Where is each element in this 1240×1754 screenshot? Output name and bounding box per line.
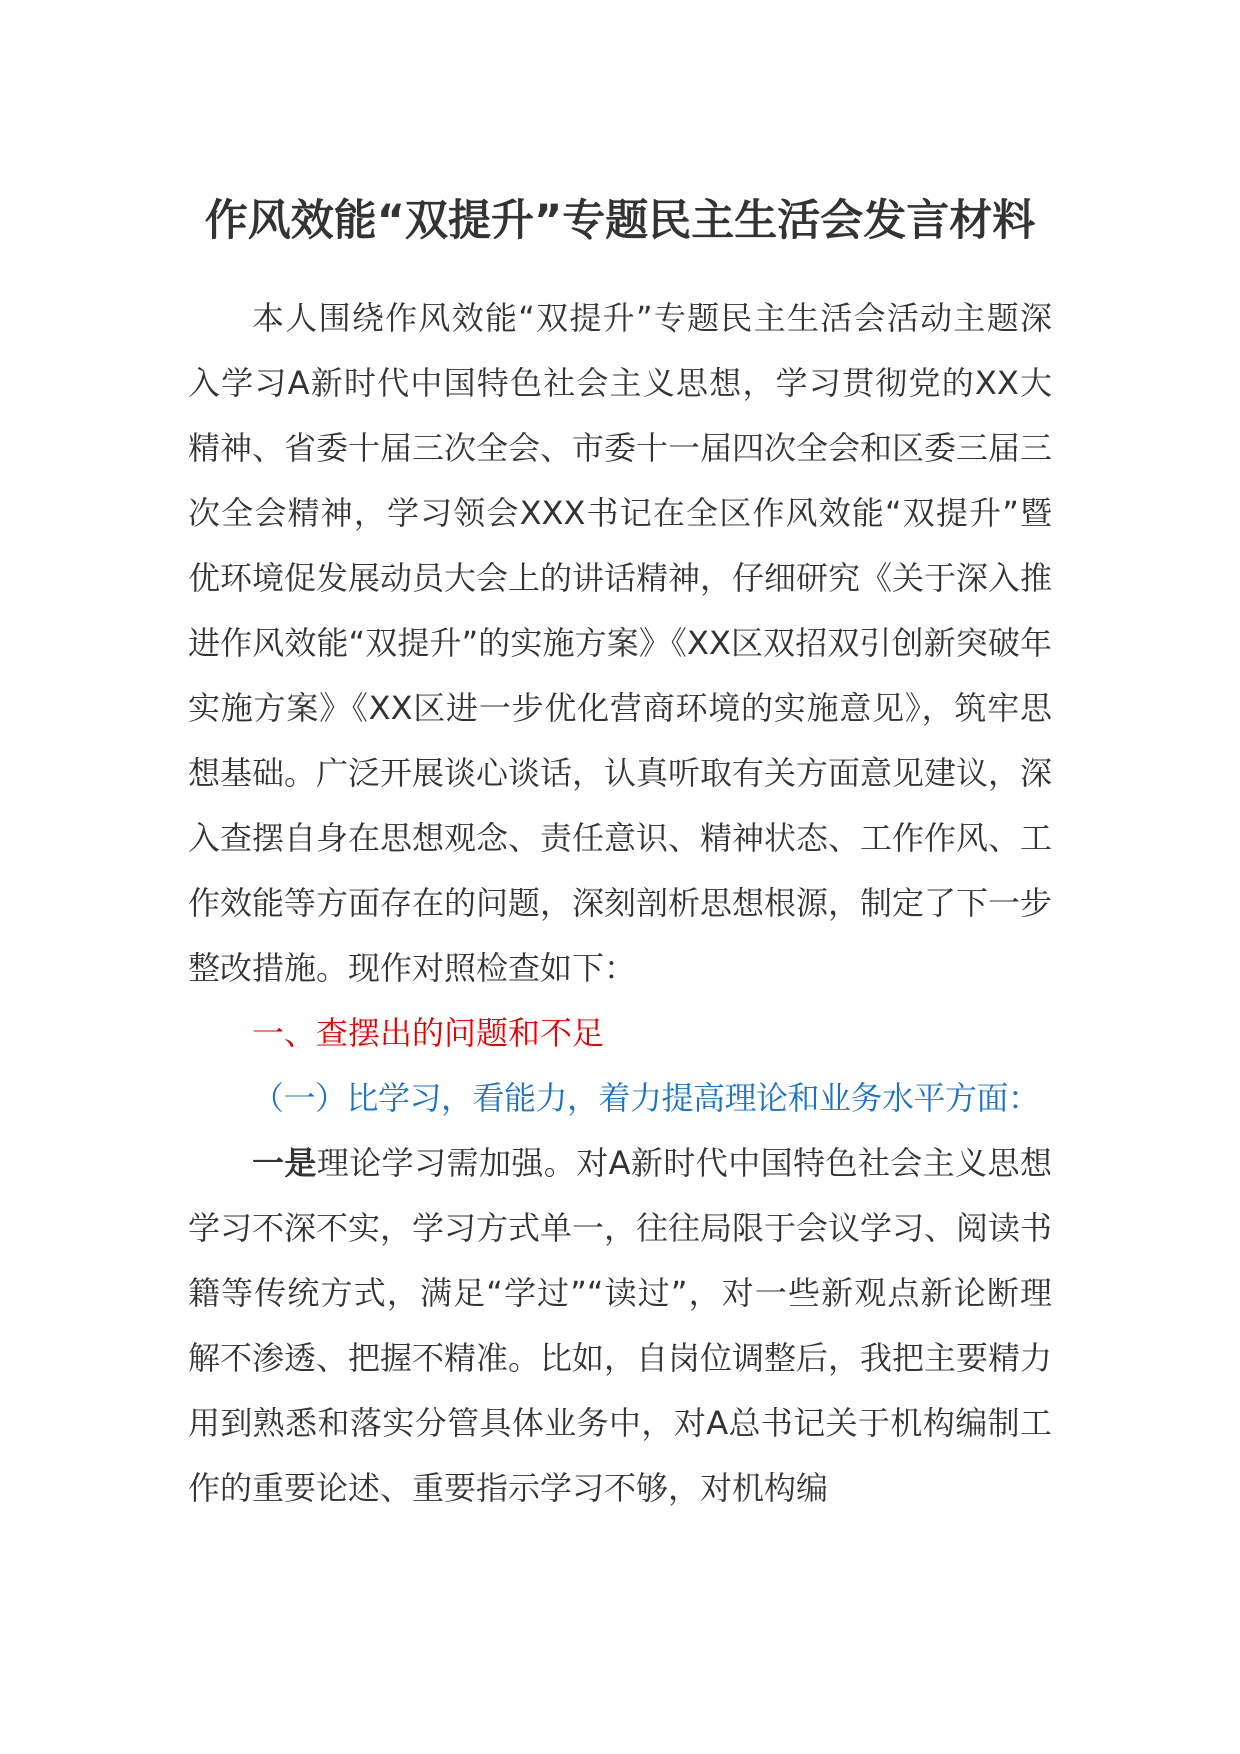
point-body-text: 理论学习需加强。对A新时代中国特色社会主义思想学习不深不实，学习方式单一，往往局限于会议学习、阅读书籍等传统方式，满足“学过”“读过”，对一些新观点新论断理解不渗透、把握不精准。比如，自岗位调整后，我把主要精力用到熟悉和落实分管具体业务中，对A总书记关于机构编制工作的重要论述、重要指示学习不够，对机构编 [188,1144,1053,1507]
point-paragraph-1 [188,1131,1052,1521]
intro-paragraph: 本人围绕作风效能“双提升”专题民主生活会活动主题深入学习A新时代中国特色社会主义思想，学习贯彻党的XX大精神、省委十届三次全会、市委十一届四次全会和区委三届三次全会精神，学习领会XXX书记在全区作风效能“双提升”暨优环境促发展动员大会上的讲话精神，仔细研究《关于深入推进作风效能“双提升”的实施方案》《XX区双招双引创新突破年实施方案》《XX区进一步优化营商环境的实施意见》，筑牢思想基础。广泛开展谈心谈话，认真听取有关方面意见建议，深入查摆自身在思想观念、责任意识、精神状态、工作作风、工作效能等方面存在的问题，深刻剖析思想根源，制定了下一步整改措施。现作对照检查如下： [188,299,1053,987]
point-lead-label: 一是 [252,1144,317,1182]
section-heading-problems: 一、查摆出的问题和不足 [252,1014,605,1052]
subsection-heading-study: （一）比学习，看能力，着力提高理论和业务水平方面： [252,1079,1040,1117]
document-content [188,190,1052,1521]
document-title: 作风效能“双提升”专题民主生活会发言材料 [204,196,1036,246]
